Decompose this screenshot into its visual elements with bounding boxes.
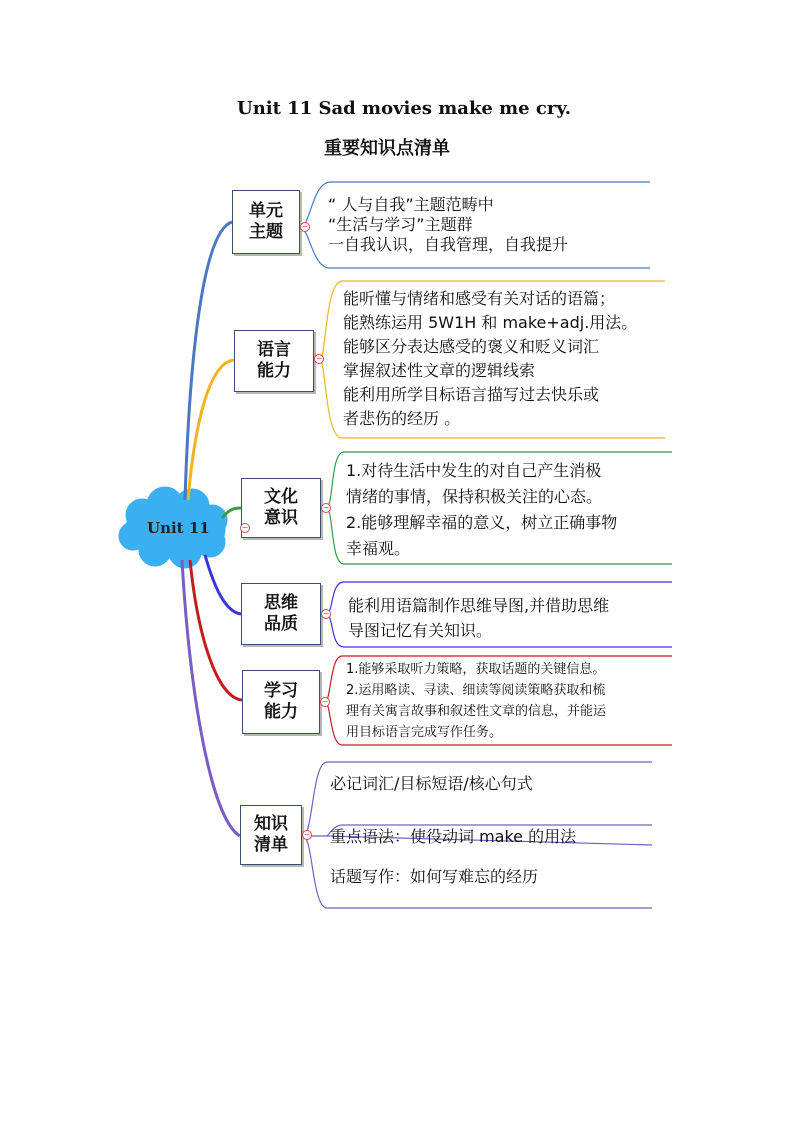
node-label-line: 品质 [264, 614, 298, 634]
content-unit-theme [328, 195, 568, 255]
content-line: 2.能够理解幸福的意义，树立正确事物 [346, 513, 618, 532]
node-label-line: 思维 [264, 593, 298, 613]
branch-curve-language-ability [188, 360, 234, 500]
node-language-ability[interactable] [234, 330, 314, 392]
root-label: Unit 11 [147, 519, 210, 537]
root-collapse-toggle-icon[interactable]: − [241, 523, 249, 532]
content-language-ability [343, 287, 637, 431]
content-line: 情绪的事情，保持积极关注的心态。 [346, 487, 603, 506]
node-label-line: 主题 [249, 222, 283, 242]
branch-curve-thinking-quality [205, 555, 241, 614]
content-line: 2.运用略读、寻读、细读等阅读策略获取和梳 [346, 683, 606, 698]
content-knowledge-grammar: 重点语法：使役动词 make 的用法 [330, 827, 577, 846]
content-knowledge-writing: 话题写作：如何写难忘的经历 [330, 867, 539, 886]
node-thinking-quality[interactable] [241, 583, 321, 645]
content-line: 一自我认识，自我管理，自我提升 [328, 235, 569, 254]
content-line: 能利用所学目标语言描写过去快乐或 [343, 385, 600, 404]
content-line: 1.能够采取听力策略，获取话题的关键信息。 [346, 662, 606, 677]
content-cultural-awareness [346, 458, 617, 562]
node-label-line: 能力 [257, 361, 291, 381]
content-thinking-quality [348, 593, 609, 643]
content-line: 导图记忆有关知识。 [348, 621, 493, 640]
collapse-toggle-icon[interactable]: − [315, 354, 323, 363]
content-knowledge-vocab: 必记词汇/目标短语/核心句式 [330, 774, 533, 793]
collapse-toggle-icon[interactable]: − [301, 222, 309, 231]
content-line: 1.对待生活中发生的对自己产生消极 [346, 461, 602, 480]
content-line: 者悲伤的经历 。 [343, 409, 461, 428]
content-line: 幸福观。 [346, 539, 411, 558]
collapse-toggle-icon[interactable]: − [321, 697, 329, 706]
node-label-line: 知识 [254, 814, 288, 834]
node-knowledge-list[interactable] [240, 805, 302, 865]
node-unit-theme[interactable] [232, 190, 300, 254]
content-learning-ability [346, 659, 606, 743]
collapse-toggle-icon[interactable]: − [322, 503, 330, 512]
node-label-line: 学习 [264, 681, 298, 701]
page-subtitle: 重要知识点清单 [324, 138, 450, 159]
collapse-toggle-icon[interactable]: − [303, 830, 311, 839]
content-line: “生活与学习”主题群 [328, 215, 473, 234]
node-cultural-awareness[interactable] [241, 478, 321, 538]
node-label-line: 能力 [264, 702, 298, 722]
branch-curve-knowledge-list [182, 560, 240, 836]
node-label-line: 文化 [264, 487, 298, 507]
content-line: 用目标语言完成写作任务。 [346, 725, 503, 740]
node-label-line: 意识 [264, 508, 298, 528]
node-label-line: 语言 [257, 340, 291, 360]
content-line: 理有关寓言故事和叙述性文章的信息，并能运 [346, 704, 607, 719]
content-line: 能利用语篇制作思维导图,并借助思维 [348, 596, 610, 615]
node-label-line: 单元 [249, 201, 283, 221]
content-line: “ 人与自我”主题范畴中 [328, 195, 494, 214]
node-learning-ability[interactable] [242, 670, 320, 734]
branch-curve-learning-ability [190, 560, 242, 700]
page-title: Unit 11 Sad movies make me cry. [237, 98, 572, 119]
node-label-line: 清单 [254, 835, 288, 855]
branch-curve-cultural-awareness [222, 508, 241, 518]
content-line: 能熟练运用 5W1H 和 make+adj.用法。 [343, 313, 638, 332]
content-line: 掌握叙述性文章的逻辑线索 [343, 361, 536, 380]
content-line: 能够区分表达感受的褒义和贬义词汇 [343, 337, 600, 356]
content-line: 能听懂与情绪和感受有关对话的语篇； [343, 289, 616, 308]
collapse-toggle-icon[interactable]: − [322, 609, 330, 618]
